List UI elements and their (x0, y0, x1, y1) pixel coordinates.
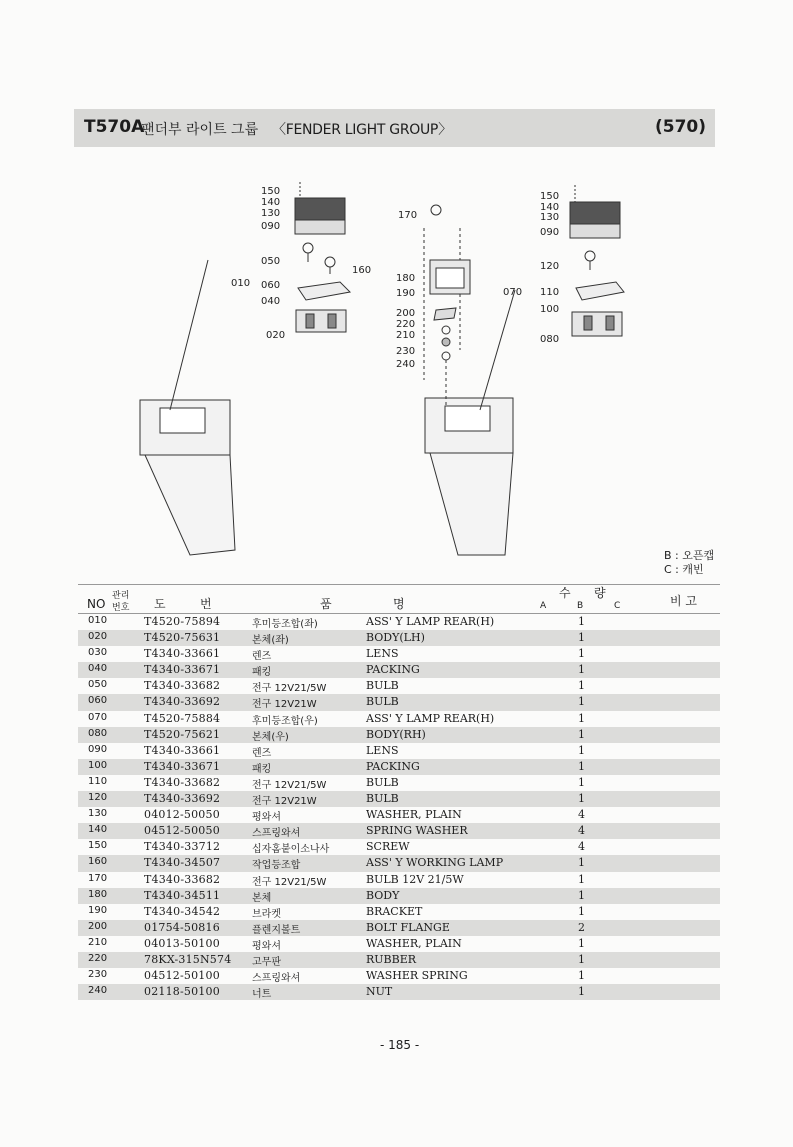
svg-text:110: 110 (540, 287, 560, 298)
header-qty-2: 량 (594, 586, 606, 600)
header-name-1: 품 (320, 597, 332, 611)
header-mgmt-top: 관리 (112, 591, 130, 601)
svg-text:070: 070 (503, 287, 523, 298)
header-remarks: 비 고 (670, 594, 697, 608)
table-row: 050 T4340-33682 전구 12V21/5W BULB 1 (88, 679, 585, 695)
table-row: 110 T4340-33682 전구 12V21/5W BULB 1 (88, 775, 585, 791)
page-title-english: 〈FENDER LIGHT GROUP〉 (272, 122, 452, 138)
legend-cabin: C : 캐빈 (664, 563, 704, 576)
svg-text:080: 080 (540, 334, 560, 345)
table-row: 240 02118-50100 너트 NUT 1 (78, 984, 720, 1000)
svg-text:050: 050 (261, 256, 281, 267)
left-lamp-assembly (295, 182, 350, 332)
table-row: 210 04013-50100 평와셔 WASHER, PLAIN 1 (88, 936, 585, 952)
svg-text:210: 210 (396, 330, 416, 341)
legend-open-cab: B : 오픈캡 (664, 549, 715, 562)
svg-text:130: 130 (261, 208, 281, 219)
table-row: 070 T4520-75884 후미등조합(우) ASS' Y LAMP REAR(H) 1 (88, 711, 585, 727)
header-qty-1: 수 (559, 586, 571, 600)
model-legend (664, 549, 714, 577)
svg-text:090: 090 (540, 227, 560, 238)
table-row: 220 78KX-315N574 고무판 RUBBER 1 (78, 952, 720, 968)
table-row: 180 T4340-34511 본체 BODY 1 (78, 888, 720, 904)
table-row: 150 T4340-33712 십자홈붙이소나사 SCREW 4 (88, 840, 585, 856)
header-drawing-2: 번 (200, 597, 212, 611)
group-code: (570) (655, 117, 707, 137)
svg-text:230: 230 (396, 346, 416, 357)
header-mgmt-bottom: 번호 (112, 603, 130, 613)
svg-text:120: 120 (540, 261, 560, 272)
table-row: 230 04512-50100 스프링와셔 WASHER SPRING 1 (88, 969, 585, 985)
header-top-rule (78, 584, 720, 585)
svg-text:240: 240 (396, 359, 416, 370)
header-col-b: B (577, 601, 584, 611)
table-row: 160 T4340-34507 작업등조합 ASS' Y WORKING LAMP 1 (78, 855, 720, 871)
svg-text:200: 200 (396, 308, 416, 319)
callout-labels (231, 186, 559, 370)
exploded-parts-diagram (130, 170, 670, 560)
left-fender-shape (140, 260, 235, 555)
table-row: 040 T4340-33671 패킹 PACKING 1 (78, 662, 720, 678)
working-lamp-assembly (424, 205, 470, 380)
svg-text:130: 130 (540, 212, 560, 223)
table-row: 100 T4340-33671 패킹 PACKING 1 (78, 759, 720, 775)
table-row: 200 01754-50816 플렌지볼트 BOLT FLANGE 2 (78, 920, 720, 936)
page-title-korean: 팬더부 라이트 그룹 (141, 122, 259, 138)
table-row: 170 T4340-33682 전구 12V21/5W BULB 12V 21/5W 1 (88, 872, 585, 888)
table-row: 080 T4520-75621 본체(우) BODY(RH) 1 (78, 727, 720, 743)
parts-table (78, 614, 720, 1000)
svg-text:190: 190 (396, 288, 416, 299)
svg-text:170: 170 (398, 210, 418, 221)
svg-text:040: 040 (261, 296, 281, 307)
model-code: T570A (84, 117, 145, 137)
table-row: 120 T4340-33692 전구 12V21W BULB 1 (78, 791, 720, 807)
svg-text:090: 090 (261, 221, 281, 232)
svg-text:100: 100 (540, 304, 560, 315)
table-row: 140 04512-50050 스프링와셔 SPRING WASHER 4 (78, 823, 720, 839)
table-row: 010 T4520-75894 후미등조합(좌) ASS' Y LAMP REAR(H) 1 (88, 615, 585, 630)
svg-text:220: 220 (396, 319, 416, 330)
svg-text:010: 010 (231, 278, 251, 289)
header-no: NO (87, 597, 106, 611)
table-row: 030 T4340-33661 렌즈 LENS 1 (88, 647, 585, 663)
table-row: 190 T4340-34542 브라켓 BRACKET 1 (88, 904, 585, 920)
header-col-a: A (540, 601, 547, 611)
header-name-2: 명 (393, 597, 405, 611)
svg-text:060: 060 (261, 280, 281, 291)
right-lamp-assembly (570, 185, 624, 336)
svg-text:180: 180 (396, 273, 416, 284)
page-number: - 185 - (380, 1038, 420, 1052)
header-drawing-1: 도 (154, 597, 166, 611)
table-row: 060 T4340-33692 전구 12V21W BULB 1 (78, 694, 720, 710)
table-row: 130 04012-50050 평와셔 WASHER, PLAIN 4 (88, 808, 585, 824)
header-col-c: C (614, 601, 621, 611)
right-fender-shape (425, 290, 515, 555)
svg-text:160: 160 (352, 265, 372, 276)
svg-text:150: 150 (261, 186, 281, 197)
svg-text:150: 150 (540, 191, 560, 202)
table-row: 090 T4340-33661 렌즈 LENS 1 (88, 743, 585, 759)
svg-text:140: 140 (540, 202, 560, 213)
table-row: 020 T4520-75631 본체(좌) BODY(LH) 1 (78, 630, 720, 646)
svg-text:020: 020 (266, 330, 286, 341)
svg-text:140: 140 (261, 197, 281, 208)
